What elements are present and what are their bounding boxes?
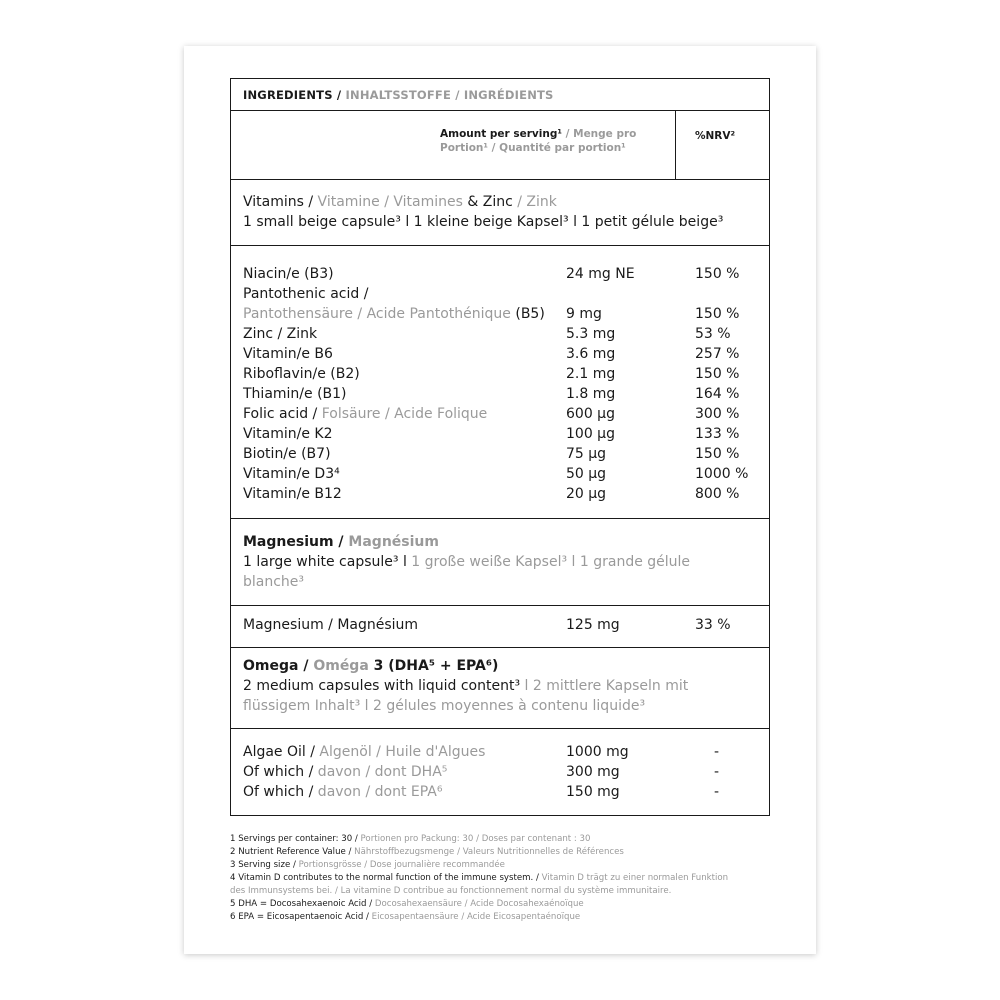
column-divider	[675, 111, 676, 179]
divider	[231, 245, 769, 246]
footnote: 2 Nutrient Reference Value / Nährstoffbezugsmenge / Valeurs Nutritionnelles de Références	[230, 847, 624, 857]
nutrient-name: Riboflavin/e (B2)	[243, 366, 360, 382]
nutrient-nrv: -	[714, 744, 720, 760]
nrv-header: %NRV²	[695, 130, 736, 142]
omega-capsule-info-cont: flüssigem Inhalt³ l 2 gélules moyennes à contenu liquide³	[243, 698, 646, 714]
nutrient-name: Thiamin/e (B1)	[243, 386, 347, 402]
footnote: 4 Vitamin D contributes to the normal function of the immune system. / Vitamin D trägt zu einer normalen Funktion	[230, 873, 729, 883]
divider	[231, 605, 769, 606]
nutrient-amount: 24 mg NE	[566, 266, 635, 282]
nutrient-amount: 300 mg	[566, 764, 620, 780]
omega-title: Omega / Oméga 3 (DHA⁵ + EPA⁶)	[243, 658, 499, 674]
nutrient-amount: 5.3 mg	[566, 326, 616, 342]
nutrient-name: Algae Oil / Algenöl / Huile d'Algues	[243, 744, 486, 760]
nutrient-amount: 9 mg	[566, 306, 602, 322]
nutrient-name: Vitamin/e K2	[243, 426, 333, 442]
nutrient-nrv: 300 %	[695, 406, 740, 422]
nutrient-nrv: -	[714, 764, 720, 780]
footnote: 6 EPA = Eicosapentaenoic Acid / Eicosapentaensäure / Acide Eicosapentaénoïque	[230, 912, 581, 922]
vitamins-title: Vitamins / Vitamine / Vitamines & Zinc / Zink	[243, 194, 557, 210]
divider	[231, 728, 769, 729]
magnesium-capsule-info-cont: blanche³	[243, 574, 305, 590]
nutrient-amount: 1.8 mg	[566, 386, 616, 402]
nutrient-nrv: 53 %	[695, 326, 731, 342]
amount-header: Amount per serving¹ / Menge pro	[440, 128, 637, 140]
divider	[231, 110, 769, 111]
nutrient-nrv: 257 %	[695, 346, 740, 362]
nutrient-name: Zinc / Zink	[243, 326, 318, 342]
nutrient-amount: 100 µg	[566, 426, 615, 442]
footnote: 5 DHA = Docosahexaenoic Acid / Docosahexaensäure / Acide Docosahexaénoïque	[230, 899, 584, 909]
divider	[231, 647, 769, 648]
divider	[231, 518, 769, 519]
nutrient-amount: 2.1 mg	[566, 366, 616, 382]
footnote: 1 Servings per container: 30 / Portionen pro Packung: 30 / Doses par contenant : 30	[230, 834, 591, 844]
magnesium-capsule-info: 1 large white capsule³ l 1 große weiße Kapsel³ l 1 grande gélule	[243, 554, 691, 570]
nutrient-nrv: 150 %	[695, 366, 740, 382]
nutrient-nrv: 1000 %	[695, 466, 749, 482]
vitamins-capsule-info: 1 small beige capsule³ l 1 kleine beige Kapsel³ l 1 petit gélule beige³	[243, 214, 724, 230]
nutrient-nrv: 33 %	[695, 617, 731, 633]
nutrient-amount: 75 µg	[566, 446, 607, 462]
footnote: 3 Serving size / Portionsgrösse / Dose journalière recommandée	[230, 860, 505, 870]
nutrient-name: Vitamin/e B12	[243, 486, 342, 502]
nutrient-name: Pantothensäure / Acide Pantothénique (B5)	[243, 306, 545, 322]
nutrient-amount: 125 mg	[566, 617, 620, 633]
nutrient-nrv: 164 %	[695, 386, 740, 402]
nutrient-name: Biotin/e (B7)	[243, 446, 331, 462]
nutrient-amount: 20 µg	[566, 486, 607, 502]
nutrient-name: Of which / davon / dont DHA⁵	[243, 764, 448, 780]
nutrient-amount: 3.6 mg	[566, 346, 616, 362]
nutrient-name: Vitamin/e D3⁴	[243, 466, 340, 482]
nutrient-nrv: 800 %	[695, 486, 740, 502]
nutrient-name: Folic acid / Folsäure / Acide Folique	[243, 406, 488, 422]
nutrient-amount: 600 µg	[566, 406, 615, 422]
nutrient-name: Pantothenic acid /	[243, 286, 369, 302]
magnesium-title: Magnesium / Magnésium	[243, 534, 439, 550]
nutrient-nrv: 150 %	[695, 446, 740, 462]
ingredients-table	[230, 78, 770, 816]
nutrient-nrv: -	[714, 784, 720, 800]
nutrient-amount: 1000 mg	[566, 744, 629, 760]
nutrient-nrv: 150 %	[695, 306, 740, 322]
table-title: INGREDIENTS / INHALTSSTOFFE / INGRÉDIENTS	[243, 88, 554, 102]
nutrient-name: Of which / davon / dont EPA⁶	[243, 784, 443, 800]
footnote: des Immunsystems bei. / La vitamine D contribue au fonctionnement normal du système immunitaire.	[230, 886, 672, 896]
omega-capsule-info: 2 medium capsules with liquid content³ l 2 mittlere Kapseln mit	[243, 678, 689, 694]
nutrient-amount: 50 µg	[566, 466, 607, 482]
nutrient-name: Niacin/e (B3)	[243, 266, 334, 282]
divider	[231, 179, 769, 180]
nutrient-nrv: 150 %	[695, 266, 740, 282]
nutrient-amount: 150 mg	[566, 784, 620, 800]
nutrient-name: Vitamin/e B6	[243, 346, 333, 362]
nutrient-nrv: 133 %	[695, 426, 740, 442]
amount-header-translation: Portion¹ / Quantité par portion¹	[440, 142, 626, 154]
nutrient-name: Magnesium / Magnésium	[243, 617, 419, 633]
